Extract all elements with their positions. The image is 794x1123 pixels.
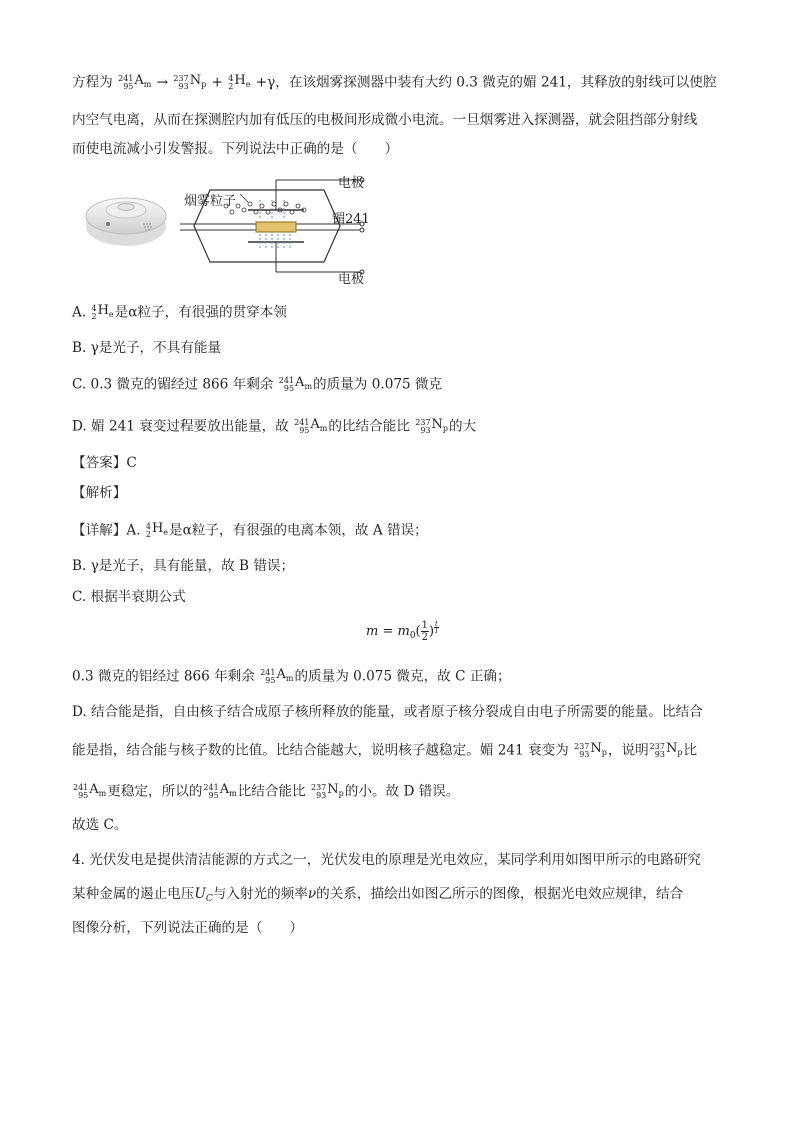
uc-symbol: U — [194, 886, 206, 902]
nuclide-np-d3 — [311, 781, 344, 803]
he-sub: e — [245, 80, 251, 89]
am-d-mass: 241 — [294, 418, 310, 427]
np-d2-sym: N — [590, 741, 602, 756]
am-d3-sym: A — [89, 782, 99, 797]
am-c-num: 95 — [283, 384, 295, 393]
he-num: 2 — [228, 82, 234, 91]
uc-subscript: C — [205, 894, 213, 904]
option-d-suffix: 的大 — [449, 418, 477, 435]
option-b: B. γ是光子，不具有能量 — [72, 340, 222, 356]
he-a-sub: e — [108, 310, 114, 319]
detail-d2-prefix: 能是指，结合能与核子数的比值。比结合能越大，说明核子越稳定。媚 241 衰变为 — [72, 742, 569, 759]
reaction-arrow: → — [156, 74, 169, 91]
formula-fraction — [421, 620, 429, 643]
plus-gamma: +γ — [255, 74, 276, 91]
he-detail-sym: H — [151, 521, 164, 536]
am-sym: A — [134, 73, 144, 88]
label-top-electrode: 电极 — [338, 176, 365, 191]
am-num: 95 — [123, 82, 134, 91]
nuclide-am — [118, 72, 151, 94]
answer-label: 【答案】C — [72, 455, 137, 471]
detail-d2 — [72, 740, 727, 762]
am-d-sym: A — [310, 417, 320, 432]
np-d2b-num: 93 — [654, 750, 665, 759]
option-a-prefix: A. — [72, 304, 87, 321]
option-d — [72, 416, 727, 438]
detail-a — [72, 520, 727, 542]
np-sym: N — [189, 73, 202, 88]
intro-line-3: 而使电流减小引发警报。下列说法中正确的是（ ） — [72, 141, 399, 157]
question4-line-3: 图像分析，下列说法正确的是（ ） — [72, 920, 304, 936]
detail-d3-mid2: 比结合能比 — [237, 783, 306, 800]
np-d-sub: p — [442, 424, 449, 433]
nu-symbol: ν — [307, 886, 317, 902]
am-d3-num: 95 — [78, 791, 89, 800]
detail-c2-suffix: 的质量为 0.075 微克，故 C 正确； — [294, 668, 511, 685]
option-d-prefix: D. 媚 241 衰变过程要放出能量，故 — [72, 418, 289, 435]
am-c2-mass: 241 — [260, 668, 276, 677]
formula-sub: 0 — [409, 631, 416, 641]
nuclide-am-d3b — [203, 781, 236, 803]
am-d3b-sub: m — [229, 789, 237, 798]
conclusion: 故选 C。 — [72, 817, 128, 833]
np-d2-sub: p — [601, 748, 607, 757]
option-c-prefix: C. 0.3 微克的镅经过 866 年剩余 — [72, 376, 274, 393]
np-d3-mass: 237 — [310, 783, 327, 792]
he-sym: H — [234, 73, 246, 88]
nuclide-he-a — [91, 302, 113, 324]
am-d-num: 95 — [299, 426, 310, 435]
formula-lhs: m = m — [366, 624, 410, 639]
smoke-detector-figure — [84, 168, 374, 292]
detail-c2-prefix: 0.3 微克的铝经过 866 年剩余 — [72, 668, 255, 685]
np-d-mass: 237 — [415, 418, 431, 427]
formula-den: 2 — [421, 632, 428, 643]
am-c-sym: A — [295, 375, 305, 390]
plus-sign: + — [211, 74, 223, 91]
label-bottom-electrode: 电极 — [338, 272, 365, 287]
option-c — [72, 374, 727, 396]
detail-prefix: 【详解】A. — [72, 522, 141, 539]
nuclide-am-c — [279, 374, 312, 396]
am-c2-sub: m — [285, 674, 294, 683]
question4-line-2 — [72, 885, 727, 908]
half-life-formula: $m = m_0$( $\frac{1}{2}$ ) $\frac{t}{T}$ — [366, 620, 439, 643]
am-c2-sym: A — [276, 667, 286, 682]
np-d2b-sym: N — [665, 741, 678, 756]
q4-line2-suffix: 的关系，描绘出如图乙所示的图像，根据光电效应规律，结合 — [316, 886, 684, 902]
np-num: 93 — [178, 82, 189, 91]
he-a-num: 2 — [91, 312, 97, 321]
option-c-suffix: 的质量为 0.075 微克 — [313, 376, 443, 393]
option-a — [72, 302, 727, 324]
am-d3b-sym: A — [219, 782, 230, 797]
q4-line2-mid: 与入射光的频率 — [212, 886, 308, 902]
np-d-num: 93 — [420, 426, 431, 435]
nuclide-np-d2b — [650, 740, 683, 762]
am-d-sub: m — [319, 424, 328, 433]
np-d2b-sub: p — [677, 748, 683, 757]
formula-exponent — [434, 621, 439, 634]
np-d3-sub: p — [338, 789, 344, 798]
formula-num: 1 — [421, 620, 428, 631]
option-a-text: 是α粒子，有很强的贯穿本领 — [114, 304, 287, 321]
label-am-source: 镅241 — [332, 212, 370, 227]
smoke-detector-photo — [84, 188, 168, 250]
nuclide-am-d — [294, 416, 327, 438]
analysis-label: 【解析】 — [72, 485, 127, 501]
he-detail-num: 2 — [145, 530, 151, 539]
question4-line-1: 4. 光伏发电是提供清洁能源的方式之一，光伏发电的原理是光电效应，某同学利用如图甲所示的电路研究 — [72, 852, 702, 868]
he-detail-sub: e — [163, 528, 169, 537]
am-sub: m — [143, 80, 152, 89]
nuclide-np-d — [415, 416, 448, 438]
am-d3-mass: 241 — [73, 783, 89, 792]
nuclide-he-detail — [146, 520, 168, 542]
detail-d1: D. 结合能是指，自由核子结合成原子核所释放的能量，或者原子核分裂成自由电子所需要的能量。比结合 — [72, 704, 703, 720]
np-d2-mass: 237 — [574, 742, 590, 751]
np-d2b-mass: 237 — [649, 742, 665, 751]
detail-d2-suffix: 比 — [683, 742, 698, 759]
np-mass: 237 — [173, 74, 189, 83]
detail-b: B. γ是光子，具有能量，故 B 错误； — [72, 558, 295, 574]
label-smoke-particles: 烟雾粒子 — [184, 194, 237, 209]
am-d3b-num: 95 — [208, 791, 219, 800]
nuclide-he — [228, 72, 250, 94]
option-d-mid: 的比结合能比 — [328, 418, 410, 435]
np-d3-sym: N — [327, 782, 339, 797]
nuclide-am-c2 — [260, 666, 293, 688]
am-c-mass: 241 — [278, 376, 295, 385]
am-d3-sub: m — [98, 789, 107, 798]
np-sub: p — [201, 80, 207, 89]
am-mass: 241 — [118, 74, 134, 83]
intro-suffix: ，在该烟雾探测器中装有大约 0.3 微克的媚 241，其释放的射线可以使腔 — [275, 74, 717, 91]
am-c-sub: m — [304, 382, 313, 391]
detail-c2 — [72, 666, 727, 688]
he-a-sym: H — [97, 303, 109, 318]
np-d-sym: N — [431, 417, 443, 432]
detail-d3-mid: 更稳定，所以的 — [107, 783, 203, 800]
intro-line-2: 内空气电离，从而在探测腔内加有低压的电极间形成微小电流。一旦烟雾进入探测器，就会阻挡部分射线 — [72, 112, 698, 128]
intro-prefix: 方程为 — [72, 74, 113, 91]
detail-a-text: 是α粒子，有很强的电离本领，故 A 错误； — [169, 522, 428, 539]
am-d3b-mass: 241 — [203, 783, 219, 792]
he-detail-mass: 4 — [145, 522, 151, 531]
nuclide-am-d3 — [73, 781, 106, 803]
np-d2-num: 93 — [579, 750, 590, 759]
detail-d2-mid: ，说明 — [607, 742, 649, 759]
formula-exp-n: t — [435, 620, 438, 628]
nuclide-np-d2 — [574, 740, 607, 762]
detail-c: C. 根据半衰期公式 — [72, 589, 186, 605]
nuclide-np — [173, 72, 206, 94]
intro-line-1 — [72, 72, 727, 94]
detail-d3 — [72, 781, 727, 803]
he-a-mass: 4 — [91, 304, 97, 313]
he-mass: 4 — [228, 74, 234, 83]
am-c2-num: 95 — [265, 676, 276, 685]
formula-exp-d: T — [434, 627, 439, 635]
q4-line2-prefix: 某种金属的遏止电压 — [72, 886, 195, 902]
detail-d3-suffix: 的小。故 D 错误。 — [344, 783, 460, 800]
np-d3-num: 93 — [316, 791, 327, 800]
